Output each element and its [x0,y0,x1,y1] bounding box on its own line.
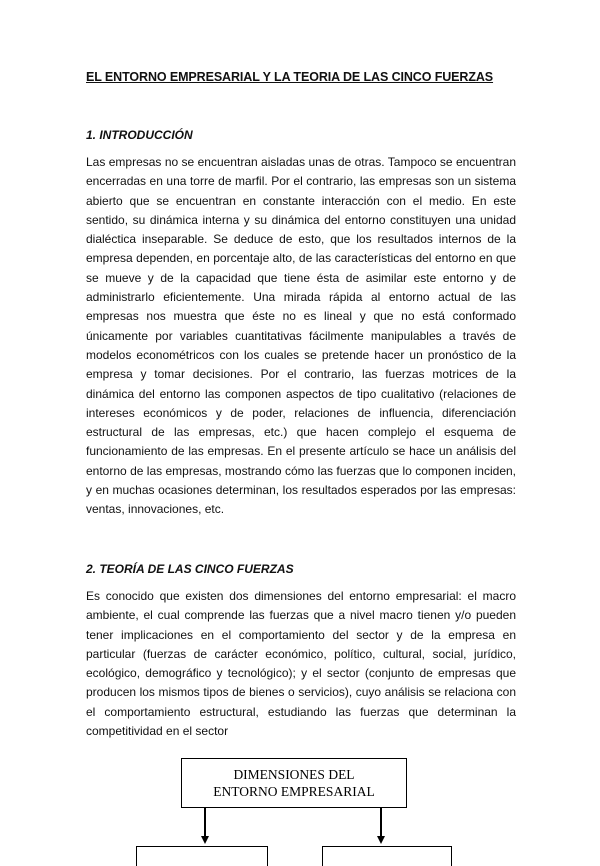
section-2-paragraph: Es conocido que existen dos dimensiones del entorno empresarial: el macro ambiente, el cual comprende las fuerzas que a nivel macro tienen y/o pueden tener implicaciones en el comportamiento del sector y de la empresa en particular (fuerzas de carácter económico, político, cultural, social, jurídico, ecológico, demográfico y tecnológico); y el sector (conjunto de empresas que producen los mismos tipos de bienes o servicios), cuyo análisis se relaciona con el comportamiento estructural, estudiando las fuerzas que determinan la competitividad en el sector [86,589,516,739]
left-arrow-line [204,808,206,838]
dimensions-box-line-1: DIMENSIONES DEL [233,767,355,782]
sector-box [322,846,452,866]
dimensions-box-line-2: ENTORNO EMPRESARIAL [213,784,375,799]
right-arrow-line [380,808,382,838]
section-2-heading: 2. TEORÍA DE LAS CINCO FUERZAS [86,562,294,576]
section-1-heading: 1. INTRODUCCIÓN [86,128,193,142]
dimensions-box [181,758,407,808]
left-arrow-head [201,836,209,844]
document-title: EL ENTORNO EMPRESARIAL Y LA TEORIA DE LAS CINCO FUERZAS [86,70,494,84]
right-arrow-head [377,836,385,844]
macro-environment-box [136,846,268,866]
section-1-paragraph: Las empresas no se encuentran aisladas unas de otras. Tampoco se encuentran encerradas en una torre de marfil. Por el contrario, las empresas son un sistema abierto que se encuentran en constante interacción con el medio. En este sentido, su dinámica interna y su dinámica del entorno constituyen una unidad dialéctica inseparable. Se deduce de esto, que los resultados internos de la empresa dependen, en porcentaje alto, de las características del entorno en que se mueve y de la capacidad que tiene ésta de asimilar este entorno y de administrarlo eficientemente. Una mirada rápida al entorno actual de las empresas nos muestra que éste no es lineal y que no está conformado únicamente por variables cuantitativas fácilmente manipulables a través de modelos econométricos con los cuales se pretende hacer un pronóstico de la empresa y tomar decisiones. Por el contrario, las fuerzas motrices de la dinámica del entorno las componen aspectos de tipo cualitativo (relaciones de intereses económicos y de poder, relaciones de influencia, diferenciación estructural de las empresas, etc.) que hacen complejo el esquema de funcionamiento de las empresas. En el presente artículo se hace un análisis del entorno de las empresas, mostrando cómo las fuerzas que lo componen inciden, y en muchas ocasiones determinan, los resultados esperados por las empresas: ventas, innovaciones, etc. [86,155,516,517]
entorno-diagram [0,750,600,848]
